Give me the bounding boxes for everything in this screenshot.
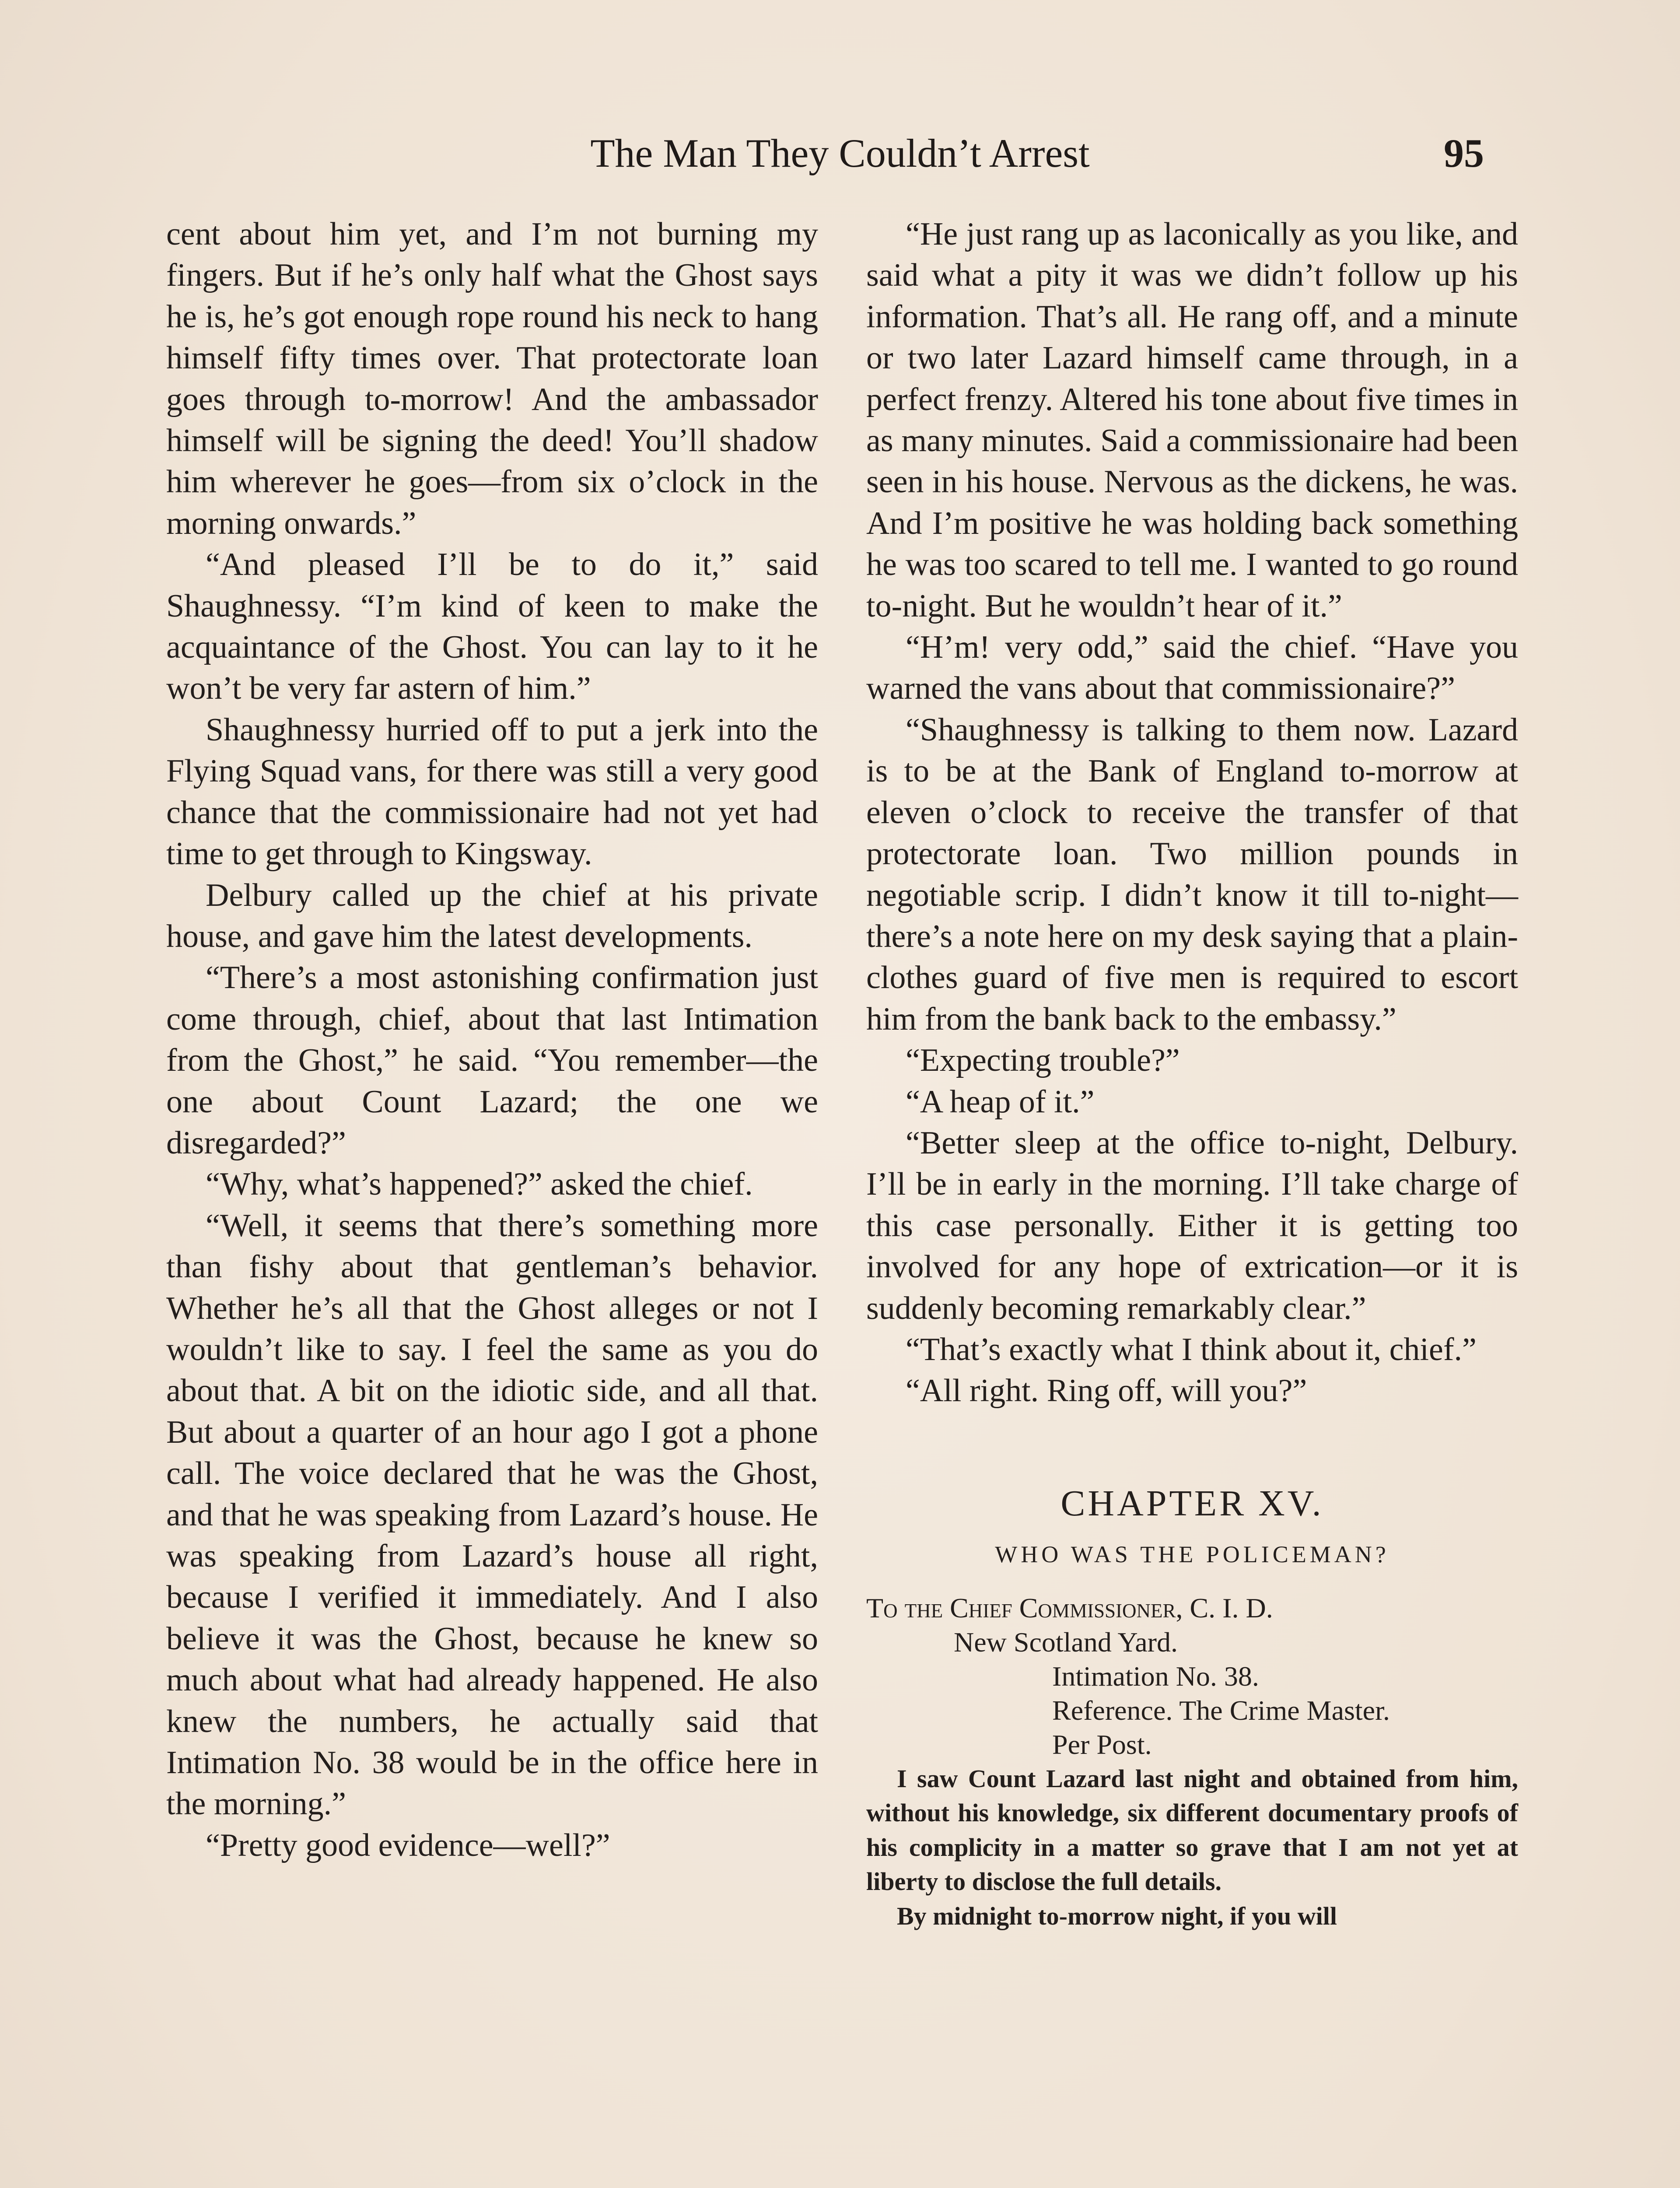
paragraph: “That’s exactly what I think about it, chief.”	[906, 1331, 1477, 1368]
memo-reference: Reference. The Crime Master.	[1052, 1694, 1390, 1726]
paragraph: cent about him yet, and I’m not burning my fingers. But if he’s only half what the Ghost says he is, he’s got enough rope round his neck to hang himself fifty times over. That protectorate loan goes through to-morrow! And the ambassador himself will be signing the deed! You’ll shadow him wherever he goes—from six o’clock in the morning onwards.”	[166, 216, 818, 541]
paragraph: “H’m! very odd,” said the chief. “Have you warned the vans about that commissionaire?”	[866, 629, 1518, 707]
left-column	[166, 214, 818, 1866]
paragraph: “And pleased I’ll be to do it,” said Shaughnessy. “I’m kind of keen to make the acquaintance of the Ghost. You can lay to it he won’t be very far astern of him.”	[166, 547, 818, 707]
memo-intimation: Intimation No. 38.	[1052, 1660, 1259, 1692]
running-title: The Man They Couldn’t Arrest	[590, 131, 1090, 175]
paragraph: “Pretty good evidence—well?”	[206, 1827, 610, 1863]
page-number: 95	[1444, 131, 1484, 175]
memo-recipient: To the Chief Commissioner, C. I. D.	[866, 1592, 1273, 1623]
chapter-subtitle: WHO WAS THE POLICEMAN?	[995, 1541, 1390, 1567]
paragraph: “A heap of it.”	[906, 1083, 1095, 1120]
paragraph: “Shaughnessy is talking to them now. Lazard is to be at the Bank of England to-morrow at eleven o’clock to receive the transfer of that protectorate loan. Two million pounds in negotiable scrip. I didn’t know it till to-night—there’s a note here on my desk saying that a plain-clothes guard of five men is required to escort him from the bank back to the embassy.”	[866, 712, 1518, 1037]
paragraph: “Why, what’s happened?” asked the chief.	[206, 1166, 753, 1203]
paragraph: “Better sleep at the office to-night, Delbury. I’ll be in early in the morning. I’ll take charge of this case personally. Either it is getting too involved for any hope of extrication—or it is suddenly becoming remarkably clear.”	[866, 1125, 1518, 1326]
paragraph: Delbury called up the chief at his private house, and gave him the latest developments.	[166, 877, 818, 954]
letter-body	[866, 1762, 1518, 1934]
paragraph: “He just rang up as laconically as you like, and said what a pity it was we didn’t follow up his information. That’s all. He rang off, and a minute or two later Lazard himself came through, in a perfect frenzy. Altered his tone about five times in as many minutes. Said a commissionaire had been seen in his house. Nervous as the dickens, he was. And I’m positive he was holding back something he was too scared to tell me. I wanted to go round to-night. But he wouldn’t hear of it.”	[866, 216, 1518, 624]
letter-paragraph: I saw Count Lazard last night and obtained from him, without his knowledge, six different documentary proofs of his complicity in a matter so grave that I am not yet at liberty to disclose the full details.	[866, 1764, 1518, 1896]
chapter-title: CHAPTER XV.	[1060, 1483, 1324, 1524]
paragraph: “Well, it seems that there’s something more than fishy about that gentleman’s behavior. Whether he’s all that the Ghost alleges or not I wouldn’t like to say. I feel the same as you do about that. A bit on the idiotic side, and all that. But about a quarter of an hour ago I got a phone call. The voice declared that he was the Ghost, and that he was speaking from Lazard’s house. He was speaking from Lazard’s house all right, because I verified it immediately. And I also believe it was the Ghost, because he knew so much about what had already happened. He also knew the numbers, he actually said that Intimation No. 38 would be in the office here in the morning.”	[166, 1207, 818, 1822]
paragraph: Shaughnessy hurried off to put a jerk into the Flying Squad vans, for there was still a very good chance that the commissionaire had not yet had time to get through to Kingsway.	[166, 712, 818, 872]
memo-delivery: Per Post.	[1052, 1729, 1152, 1760]
letter-paragraph: By midnight to-morrow night, if you will	[897, 1901, 1337, 1930]
memo-heading	[866, 1591, 1518, 1762]
paragraph: “Expecting trouble?”	[906, 1042, 1180, 1079]
right-column	[866, 214, 1518, 1933]
paragraph: “All right. Ring off, will you?”	[906, 1373, 1307, 1409]
memo-address: New Scotland Yard.	[954, 1626, 1178, 1658]
page-header	[0, 123, 1680, 193]
paragraph: “There’s a most astonishing confirmation just come through, chief, about that last Intimation from the Ghost,” he said. “You remember—the one about Count Lazard; the one we disregarded?”	[166, 960, 818, 1161]
